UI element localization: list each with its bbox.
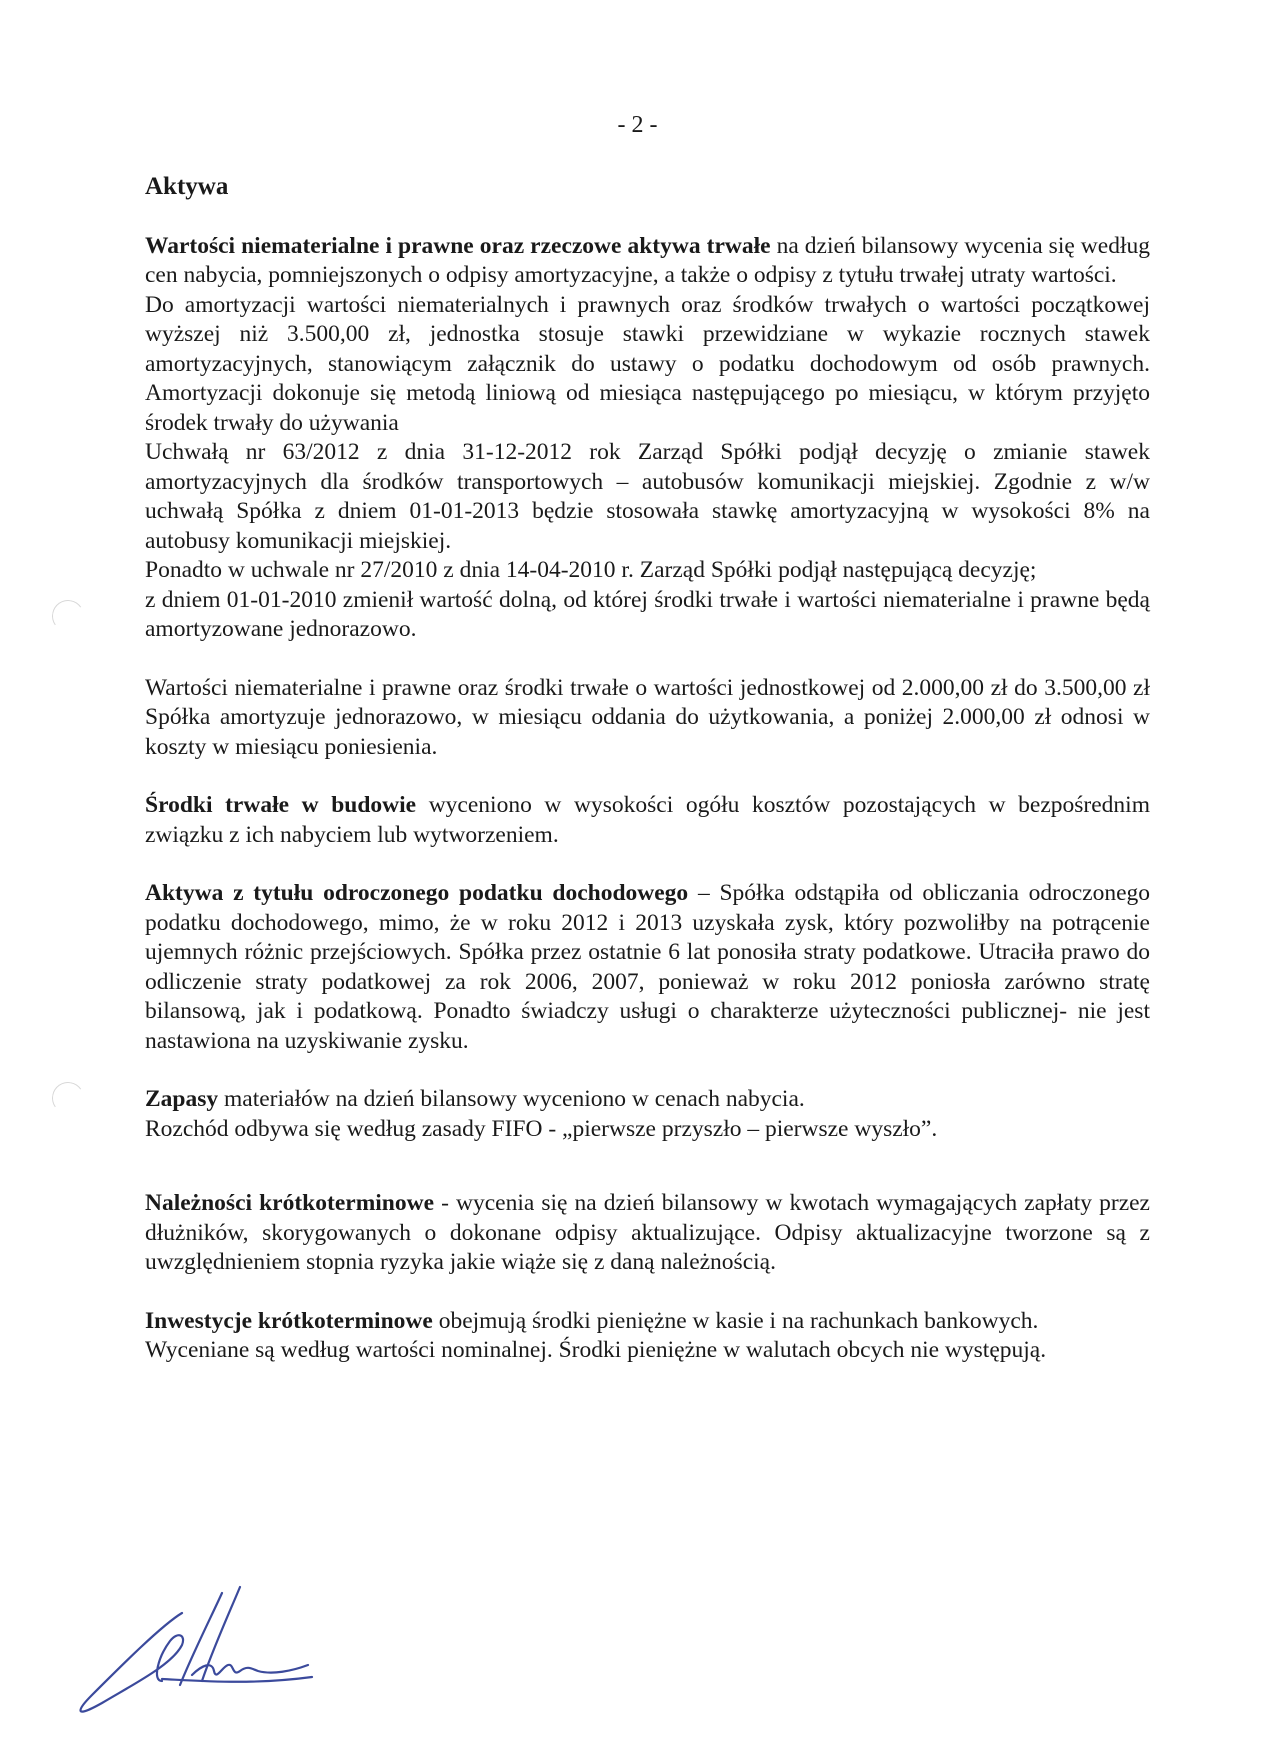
bold-term: Należności krótkoterminowe	[145, 1190, 435, 1216]
bold-term: Inwestycje krótkoterminowe	[145, 1307, 433, 1334]
paragraph-deferred-tax: Aktywa z tytułu odroczonego podatku dochodowego – Spółka odstąpiła od obliczania odroczonego podatku dochodowego, mimo, że w roku 2012 i 2013 uzyskała zysk, który pozwoliłby na potrącenie ujemnych różnic przejściowych. Spółka przez ostatnie 6 lat ponosiła straty podatkowe. Utraciła prawo do odliczenie straty podatkowej za rok 2006, 2007, ponieważ w roku 2012 poniosła zarówno stratę bilansową, jak i podatkową. Ponadto świadczy usługi o charakterze użyteczności publicznej- nie jest nastawiona na uzyskiwanie zysku.	[145, 880, 1150, 1054]
paragraph-resolution-2012: Uchwałą nr 63/2012 z dnia 31-12-2012 rok Zarząd Spółki podjął decyzję o zmianie stawek amortyzacyjnych dla środków transportowych – autobusów komunikacji miejskiej. Zgodnie z w/w uchwałą Spółka z dniem 01-01-2013 będzie stosowała stawkę amortyzacyjną w wysokości 8% na autobusy komunikacji miejskiej.	[145, 439, 1150, 554]
paragraph-fifo: Rozchód odbywa się według zasady FIFO - „pierwsze przyszło – pierwsze wyszło”.	[145, 1115, 938, 1142]
bold-term: Wartości niematerialne i prawne oraz rzeczowe aktywa trwałe	[145, 232, 771, 259]
paragraph-threshold-change: z dniem 01-01-2010 zmienił wartość dolną, od której środki trwałe i wartości niematerialne i prawne będą amortyzowane jednorazowo.	[145, 586, 1150, 642]
page-number: - 2 -	[617, 112, 658, 138]
punch-hole-mark	[49, 1079, 86, 1116]
punch-hole-mark	[49, 597, 86, 634]
paragraph-short-term-investments: Inwestycje krótkoterminowe obejmują środki pieniężne w kasie i na rachunkach bankowych.	[145, 1307, 1039, 1334]
bold-term: Środki trwałe w budowie	[145, 792, 417, 818]
paragraph-cash-valuation: Wyceniane są według wartości nominalnej. Środki pieniężne w walutach obcych nie występują.	[145, 1337, 1047, 1363]
handwritten-signature-icon	[62, 1585, 322, 1725]
paragraph-depreciation: Do amortyzacji wartości niematerialnych i prawnych oraz środków trwałych o wartości początkowej wyższej niż 3.500,00 zł, jednostka stosuje stawki przewidziane w wykazie rocznych stawek amortyzacyjnych, stanowiącym załącznik do ustawy o podatku dochodowym od osób prawnych. Amortyzacji dokonuje się metodą liniową od miesiąca następującego po miesiącu, w którym przyjęto środek trwały do używania	[145, 291, 1150, 436]
paragraph-one-off-depreciation: Wartości niematerialne i prawne oraz środki trwałe o wartości jednostkowej od 2.000,00 zł do 3.500,00 zł Spółka amortyzuje jednorazowo, w miesiącu oddania do użytkowania, a poniżej 2.000,00 zł odnosi w koszty w miesiącu poniesienia.	[145, 674, 1150, 760]
document-body	[145, 172, 1150, 1366]
paragraph-receivables: Należności krótkoterminowe - wycenia się na dzień bilansowy w kwotach wymagających zapłaty przez dłużników, skorygowanych o dokonane odpisy aktualizujące. Odpisy aktualizacyjne tworzone są z uwzględnieniem stopnia ryzyka jakie wiąże się z daną należnością.	[145, 1190, 1150, 1275]
paragraph-intangible-assets: Wartości niematerialne i prawne oraz rzeczowe aktywa trwałe na dzień bilansowy wycenia się według cen nabycia, pomniejszonych o odpisy amortyzacyjne, a także o odpisy z tytułu trwałej utraty wartości.	[145, 232, 1150, 288]
bold-term: Zapasy	[145, 1086, 219, 1112]
section-heading: Aktywa	[145, 173, 229, 200]
paragraph-inventory: Zapasy materiałów na dzień bilansowy wyceniono w cenach nabycia.	[145, 1086, 805, 1112]
paragraph-construction-in-progress: Środki trwałe w budowie wyceniono w wysokości ogółu kosztów pozostających w bezpośrednim związku z ich nabyciem lub wytworzeniem.	[145, 792, 1150, 848]
bold-term: Aktywa z tytułu odroczonego podatku dochodowego	[145, 880, 689, 906]
paragraph-resolution-2010: Ponadto w uchwale nr 27/2010 z dnia 14-04-2010 r. Zarząd Spółki podjął następującą decyzję;	[145, 557, 1037, 583]
